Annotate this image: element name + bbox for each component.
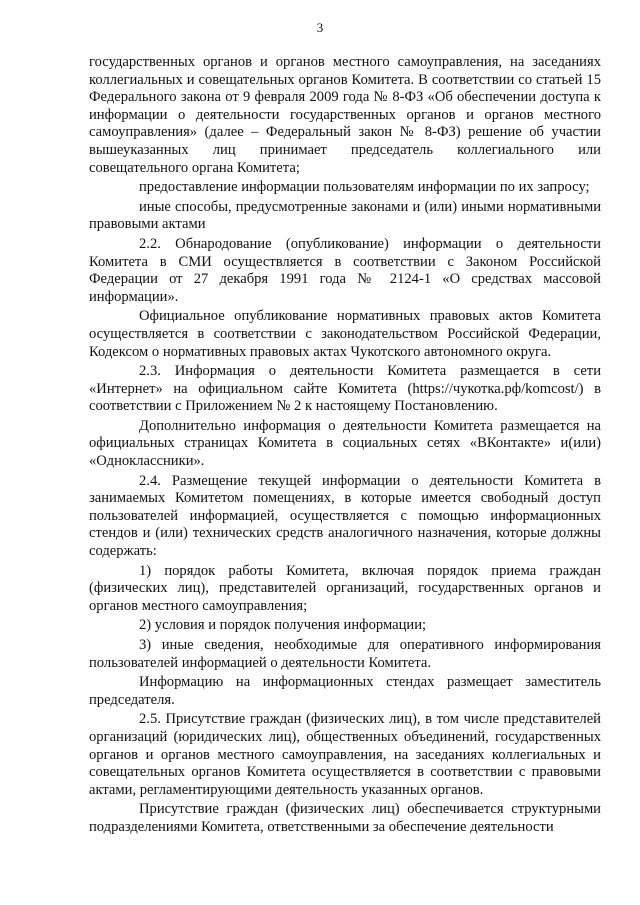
paragraph: 2.3. Информация о деятельности Комитета размещается в сети «Интернет» на официальном сайте Комитета (https://чукотка.рф/komcost/) в соответствии с Приложением № 2 к настоящему Постановлению.: [89, 363, 601, 415]
paragraph: Официальное опубликование нормативных правовых актов Комитета осуществляется в соответствии с законодательством Российской Федерации, Кодексом о нормативных правовых актах Чукотского автономного округа.: [89, 308, 601, 360]
paragraph: государственных органов и органов местного самоуправления, на заседаниях коллегиальных и совещательных органов Комитета. В соответствии со статьей 15 Федерального закона от 9 февраля 2009 года № 8-ФЗ «Об обеспечении доступа к информации о деятельности государственных органов и органов местного самоуправления» (далее – Федеральный закон № 8-ФЗ) решение об участии вышеуказанных лиц принимает председатель коллегиального или совещательного органа Комитета;: [89, 54, 601, 176]
paragraph: 3) иные сведения, необходимые для оперативного информирования пользователей информацией о деятельности Комитета.: [89, 637, 601, 671]
paragraph: 2) условия и порядок получения информации;: [139, 617, 427, 634]
document-body: [89, 54, 601, 837]
paragraph: предоставление информации пользователям информации по их запросу;: [139, 179, 590, 196]
paragraph: 2.2. Обнародование (опубликование) информации о деятельности Комитета в СМИ осуществляется в соответствии с Законом Российской Федерации от 27 декабря 1991 года № 2124-1 «О средствах массовой информации».: [89, 235, 601, 305]
paragraph: иные способы, предусмотренные законами и (или) иными нормативными правовыми актами: [89, 198, 601, 233]
paragraph: 1) порядок работы Комитета, включая порядок приема граждан (физических лиц), представителей организаций, государственных органов и органов местного самоуправления;: [89, 562, 601, 614]
paragraph: Дополнительно информация о деятельности Комитета размещается на официальных страницах Комитета в социальных сетях «ВКонтакте» и(или) «Одноклассники».: [89, 417, 601, 470]
page-number: 3: [316, 20, 324, 35]
paragraph: Присутствие граждан (физических лиц) обеспечивается структурными подразделениями Комитета, ответственными за обеспечение деятельности: [89, 801, 601, 835]
paragraph: 2.4. Размещение текущей информации о деятельности Комитета в занимаемых Комитетом помещениях, в которые имеется свободный доступ пользователей информацией, осуществляется с помощью информационных стендов и (или) технических средств аналогичного назначения, которые должны содержать:: [89, 472, 601, 560]
paragraph: 2.5. Присутствие граждан (физических лиц), в том числе представителей организаций (юридических лиц), общественных объединений, государственных органов и органов местного самоуправления, на заседаниях коллегиальных и совещательных органов Комитета осуществляется в соответствии с правовыми актами, регламентирующими деятельность указанных органов.: [89, 711, 601, 798]
paragraph: Информацию на информационных стендах размещает заместитель председателя.: [89, 674, 601, 708]
